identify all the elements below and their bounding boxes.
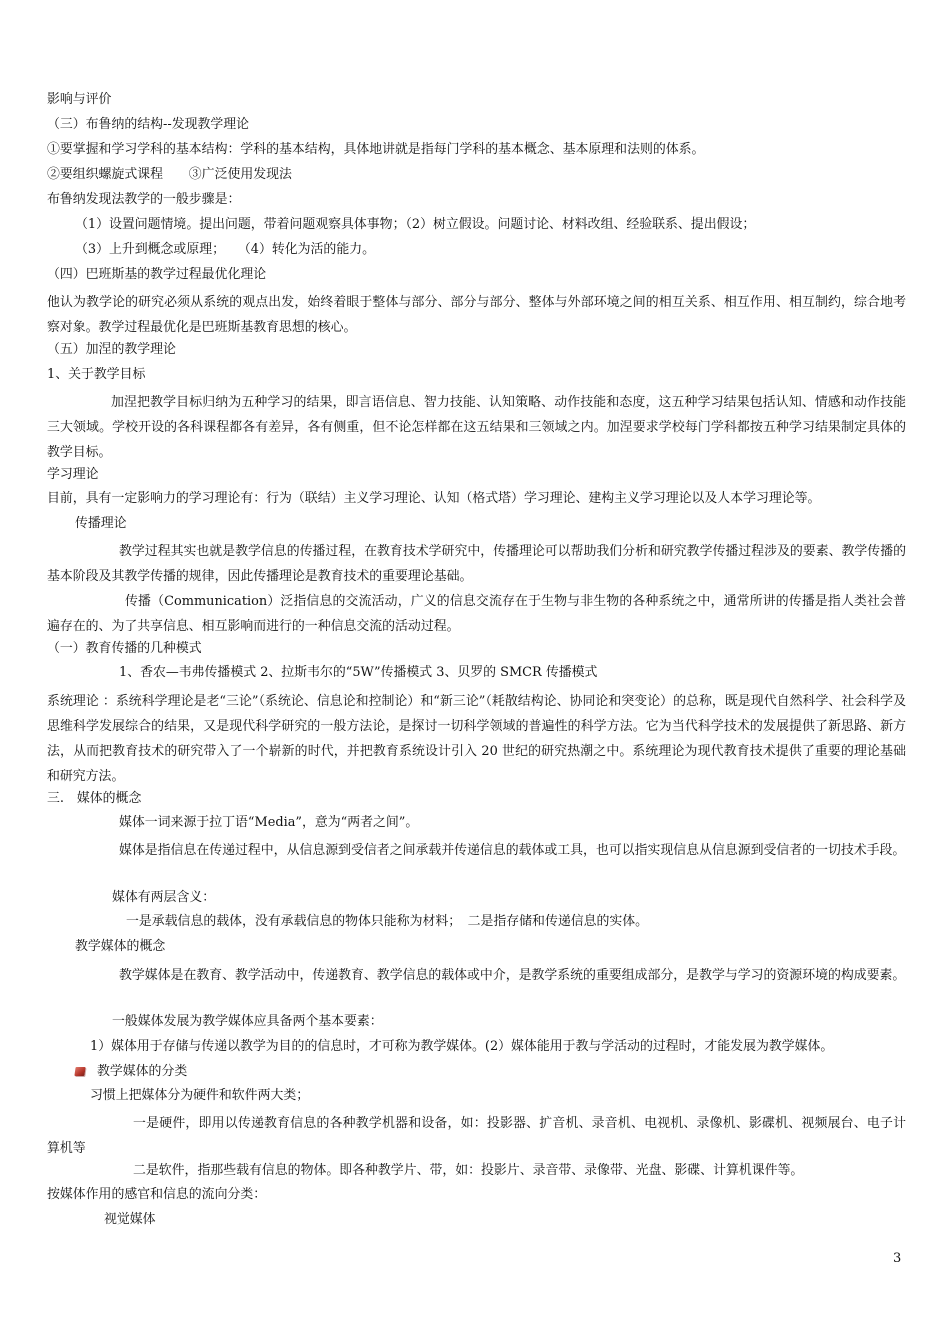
text-line: （3）上升到概念或原理； （4）转化为活的能力。 — [75, 242, 375, 257]
text-line: 1）媒体用于存储与传递以教学为目的的信息时，才可称为教学媒体。(2）媒体能用于教与学活动的过程时，才能发展为教学媒体。 — [90, 1039, 834, 1054]
text-line: 一是承载信息的载体，没有承载信息的物体只能称为材料； 二是指存储和传递信息的实体。 — [126, 914, 649, 929]
text-line: 一般媒体发展为教学媒体应具备两个基本要素： — [112, 1014, 383, 1029]
heading-text: 教学媒体的分类 — [97, 1064, 188, 1079]
paragraph: 他认为教学论的研究必须从系统的观点出发，始终着眼于整体与部分、部分与部分、整体与外部环境之间的相互关系、相互作用、相互制约，综合地考察对象。教学过程最优化是巴班斯基教育思想的核心。 — [47, 295, 906, 335]
paragraph: 教学过程其实也就是教学信息的传播过程，在教育技术学研究中，传播理论可以帮助我们分析和研究教学传播过程涉及的要素、教学传播的基本阶段及其教学传播的规律，因此传播理论是教育技术的重要理论基础。 — [47, 544, 906, 584]
book-icon — [74, 1067, 85, 1076]
text-line: 布鲁纳发现法教学的一般步骤是： — [47, 192, 241, 207]
section-heading — [75, 1063, 906, 1080]
text-line: 影响与评价 — [47, 92, 112, 107]
text-line: 习惯上把媒体分为硬件和软件两大类； — [90, 1088, 310, 1103]
section-heading: 三. 媒体的概念 — [47, 791, 142, 806]
text-line: ①要掌握和学习学科的基本结构：学科的基本结构，具体地讲就是指每门学科的基本概念、基本原理和法则的体系。 — [47, 142, 705, 157]
section-heading: 传播理论 — [75, 516, 127, 531]
page-number: 3 — [893, 1251, 902, 1266]
text-line: 按媒体作用的感官和信息的流向分类： — [47, 1187, 267, 1202]
paragraph: 传播（Communication）泛指信息的交流活动，广义的信息交流存在于生物与非生物的各种系统之中，通常所讲的传播是指人类社会普遍存在的、为了共享信息、相互影响而进行的一种信息交流的活动过程。 — [47, 594, 906, 634]
section-heading: （五）加涅的教学理论 — [47, 342, 176, 357]
section-heading: （四）巴班斯基的教学过程最优化理论 — [47, 267, 267, 282]
section-heading: 学习理论 — [47, 467, 99, 482]
paragraph: 系统理论 ：系统科学理论是老“三论”（系统论、信息论和控制论）和“新三论”（耗散结构论、协同论和突变论）的总称，既是现代自然科学、社会科学及思维科学发展综合的结果，又是现代科学研究的一般方法论，是探讨一切科学领域的普遍性的科学方法。它为当代科学技术的发展提供了新思路、新方法，从而把教育技术的研究带入了一个崭新的时代，并把教育系统设计引入 20 世纪的研究热潮之中。系统理论为现代教育技术提供了重要的理论基础和研究方法。 — [47, 694, 906, 784]
text-line: 1、香农—韦弗传播模式 2、拉斯韦尔的“5W”传播模式 3、贝罗的 SMCR 传播模式 — [119, 665, 598, 680]
paragraph: 加涅把教学目标归纳为五种学习的结果，即言语信息、智力技能、认知策略、动作技能和态度，这五种学习结果包括认知、情感和动作技能三大领域。学校开设的各科课程都各有差异，各有侧重，但不论怎样都在这五结果和三领域之内。加涅要求学校每门学科都按五种学习结果制定具体的教学目标。 — [47, 395, 906, 460]
text-line: ②要组织螺旋式课程 ③广泛使用发现法 — [47, 167, 292, 182]
paragraph: 一是硬件，即用以传递教育信息的各种教学机器和设备，如：投影器、扩音机、录音机、电视机、录像机、影碟机、视频展台、电子计算机等 — [47, 1116, 906, 1156]
text-line: 媒体有两层含义： — [112, 890, 216, 905]
text-line: 1、关于教学目标 — [47, 367, 146, 382]
paragraph: 媒体是指信息在传递过程中，从信息源到受信者之间承载并传递信息的载体或工具，也可以指实现信息从信息源到受信者的一切技术手段。 — [119, 843, 906, 858]
text-line: （1）设置问题情境。提出问题，带着问题观察具体事物；（2）树立假设。问题讨论、材料改组、经验联系、提出假设； — [75, 217, 756, 232]
text-line: 二是软件，指那些载有信息的物体。即各种教学片、带，如：投影片、录音带、录像带、光盘、影碟、计算机课件等。 — [133, 1163, 804, 1178]
text-line: 视觉媒体 — [104, 1212, 156, 1227]
text-line: 目前，具有一定影响力的学习理论有：行为（联结）主义学习理论、认知（格式塔）学习理论、建构主义学习理论以及人本学习理论等。 — [47, 491, 821, 506]
paragraph: 教学媒体是在教育、教学活动中，传递教育、教学信息的载体或中介，是教学系统的重要组成部分，是教学与学习的资源环境的构成要素。 — [119, 968, 906, 983]
section-heading: （三）布鲁纳的结构--发现教学理论 — [47, 117, 250, 132]
section-heading: 教学媒体的概念 — [75, 939, 166, 954]
section-heading: （一）教育传播的几种模式 — [47, 641, 202, 656]
text-line: 媒体一词来源于拉丁语“Media”，意为“两者之间”。 — [119, 815, 419, 830]
